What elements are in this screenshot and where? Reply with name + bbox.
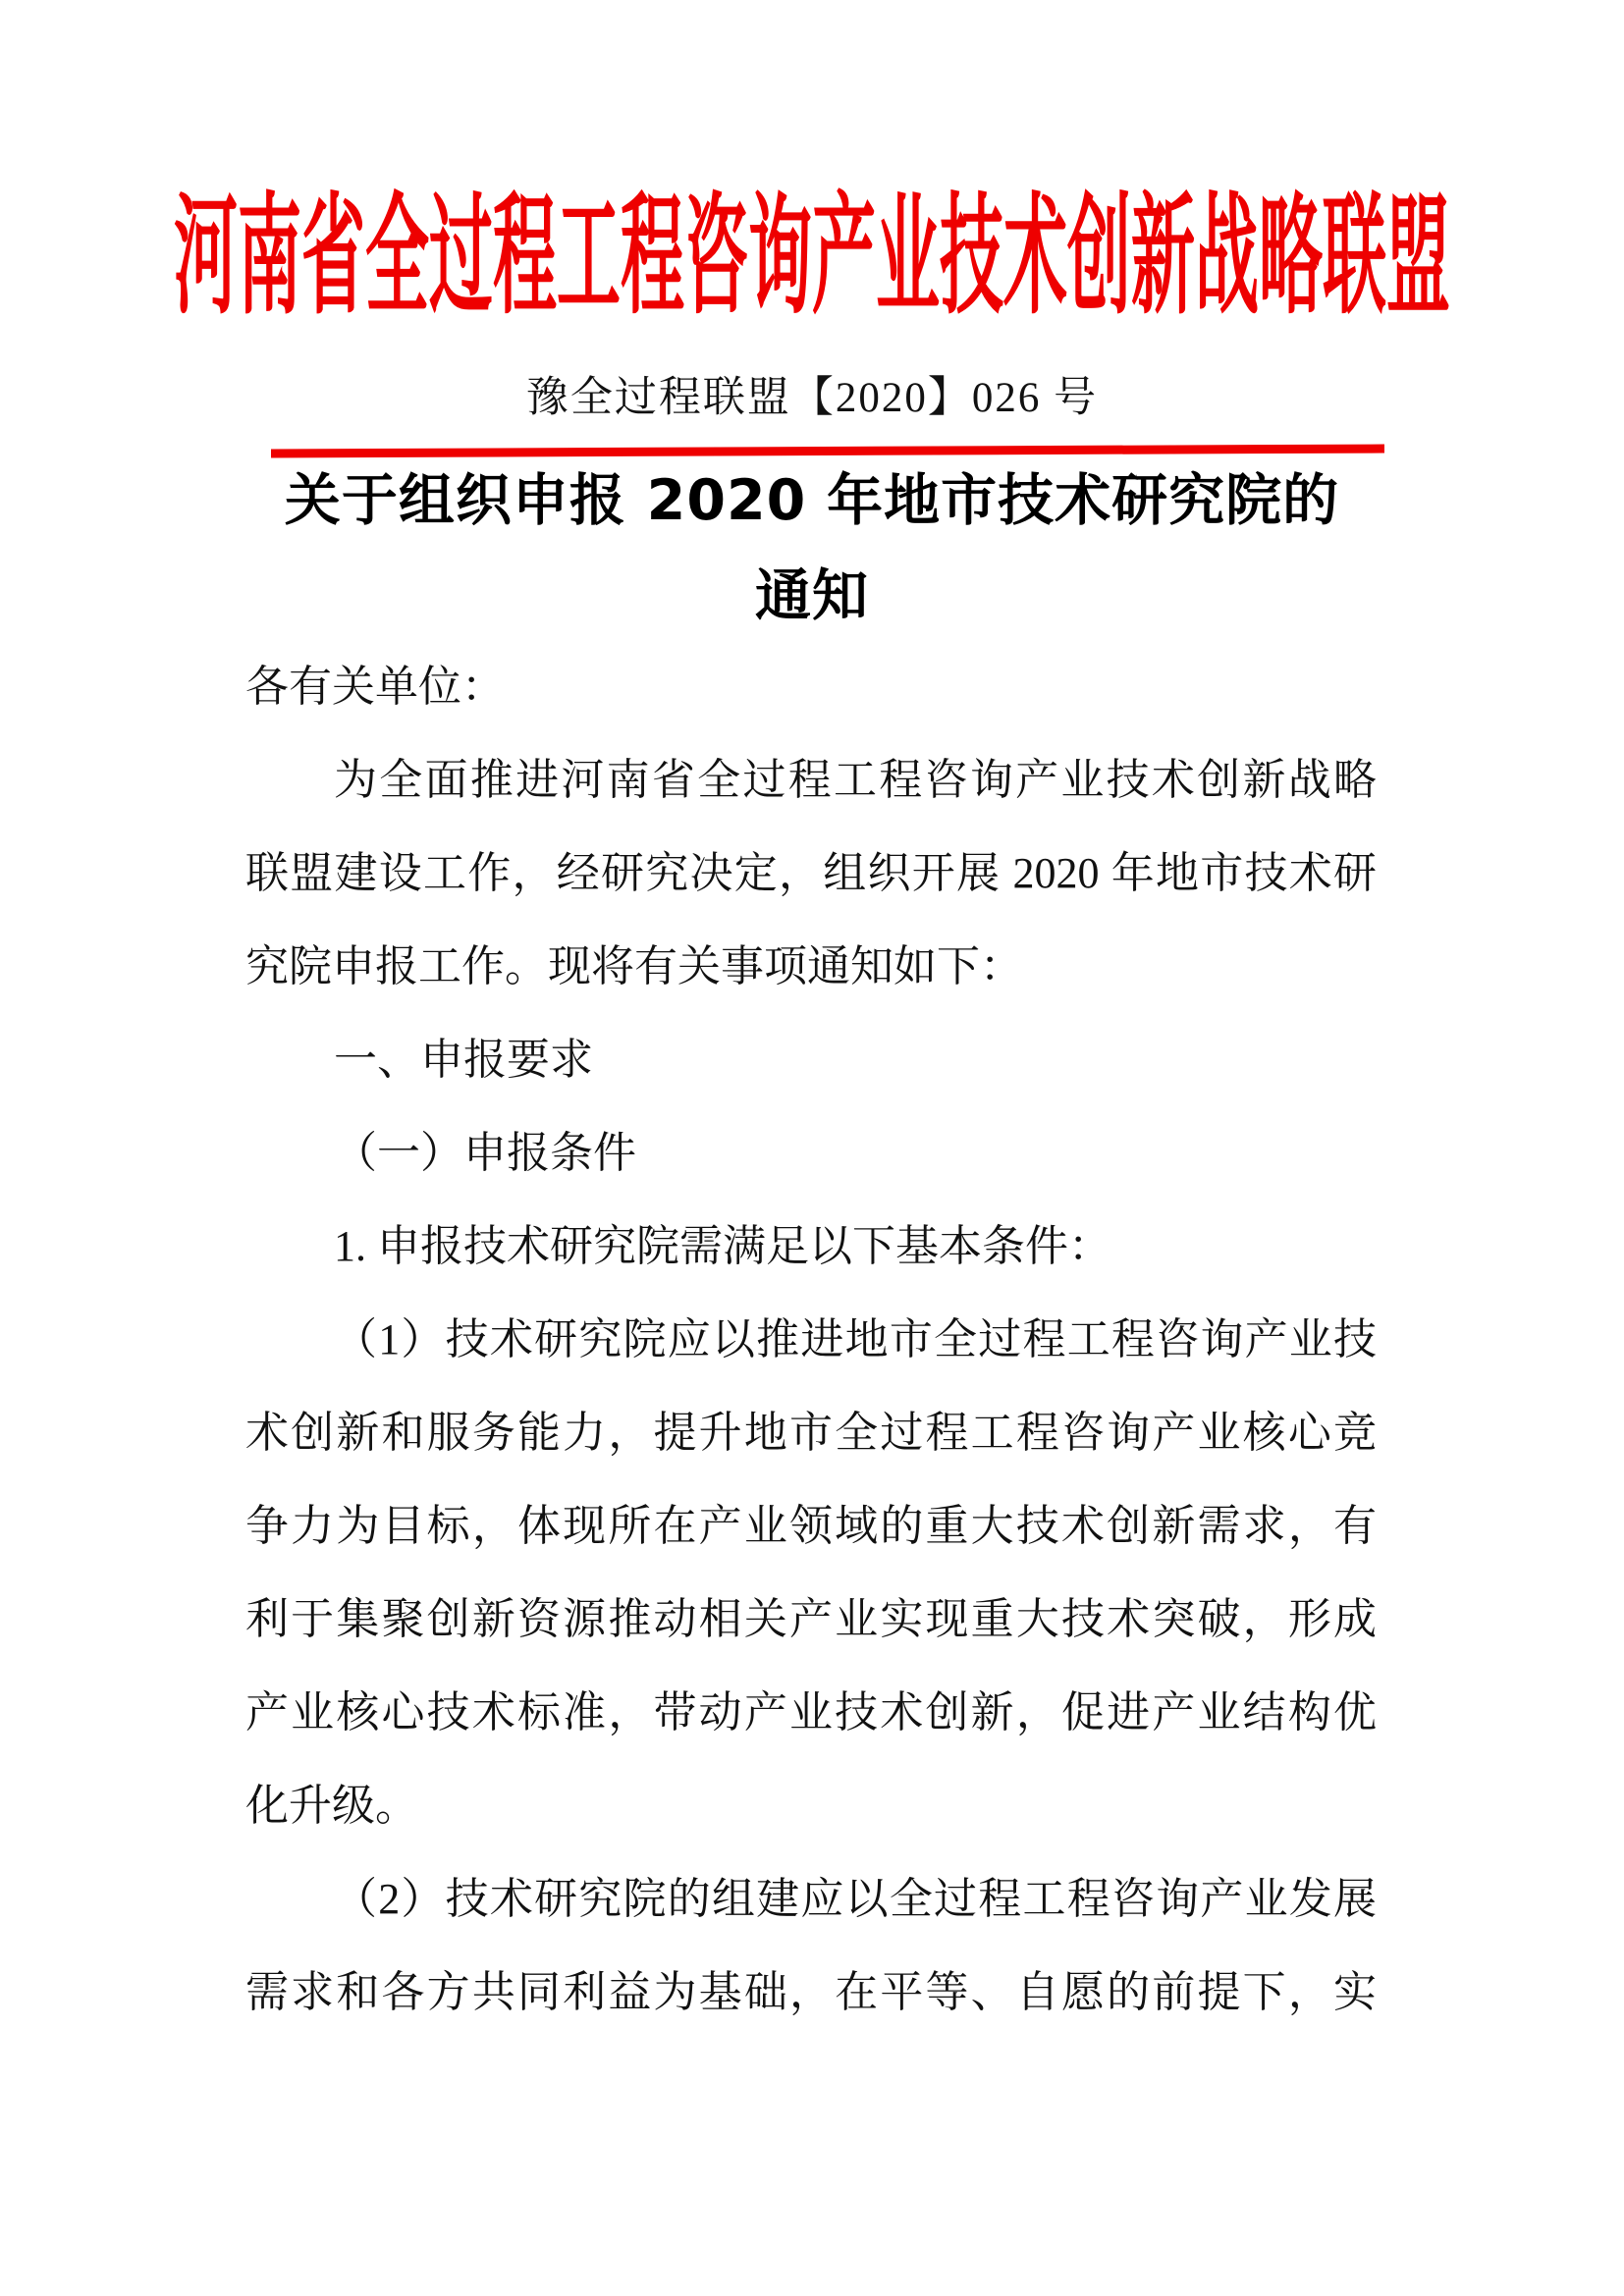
- body-line: 联盟建设工作，经研究决定，组织开展 2020 年地市技术研: [245, 849, 1377, 897]
- notice-title-line2: 通知: [755, 563, 869, 628]
- notice-title: [0, 454, 1624, 644]
- body-line-salutation: 各有关单位：: [245, 663, 505, 711]
- body-line: （2）技术研究院的组建应以全过程工程咨询产业发展: [334, 1875, 1377, 1923]
- notice-title-line1: 关于组织申报 2020 年地市技术研究院的: [284, 468, 1340, 533]
- body-line: 产业核心技术标准，带动产业技术创新，促进产业结构优: [245, 1688, 1377, 1736]
- body-line-heading-1: 一、申报要求: [334, 1036, 593, 1084]
- body-line: 利于集聚创新资源推动相关产业实现重大技术突破，形成: [245, 1595, 1377, 1643]
- body-line: 需求和各方共同利益为基础，在平等、自愿的前提下，实: [245, 1968, 1377, 2016]
- body-line: 争力为目标，体现所在产业领域的重大技术创新需求，有: [245, 1502, 1377, 1550]
- body-line: （1）技术研究院应以推进地市全过程工程咨询产业技: [334, 1315, 1377, 1363]
- body-line-heading-1-1: （一）申报条件: [334, 1129, 636, 1177]
- body-line: 究院申报工作。现将有关事项通知如下：: [245, 942, 1023, 990]
- doc-number: 豫全过程联盟【2020】026 号: [525, 375, 1099, 421]
- letterhead: [0, 182, 1624, 334]
- body-line: 术创新和服务能力，提升地市全过程工程咨询产业核心竞: [245, 1409, 1377, 1457]
- notice-body: [245, 640, 1377, 2039]
- body-line-item-1: 1. 申报技术研究院需满足以下基本条件：: [334, 1222, 1111, 1270]
- body-line: 化升级。: [245, 1782, 418, 1830]
- org-header-title: 河南省全过程工程咨询产业技术创新战略联盟: [173, 182, 1450, 334]
- body-line: 为全面推进河南省全过程工程咨询产业技术创新战略: [334, 756, 1377, 804]
